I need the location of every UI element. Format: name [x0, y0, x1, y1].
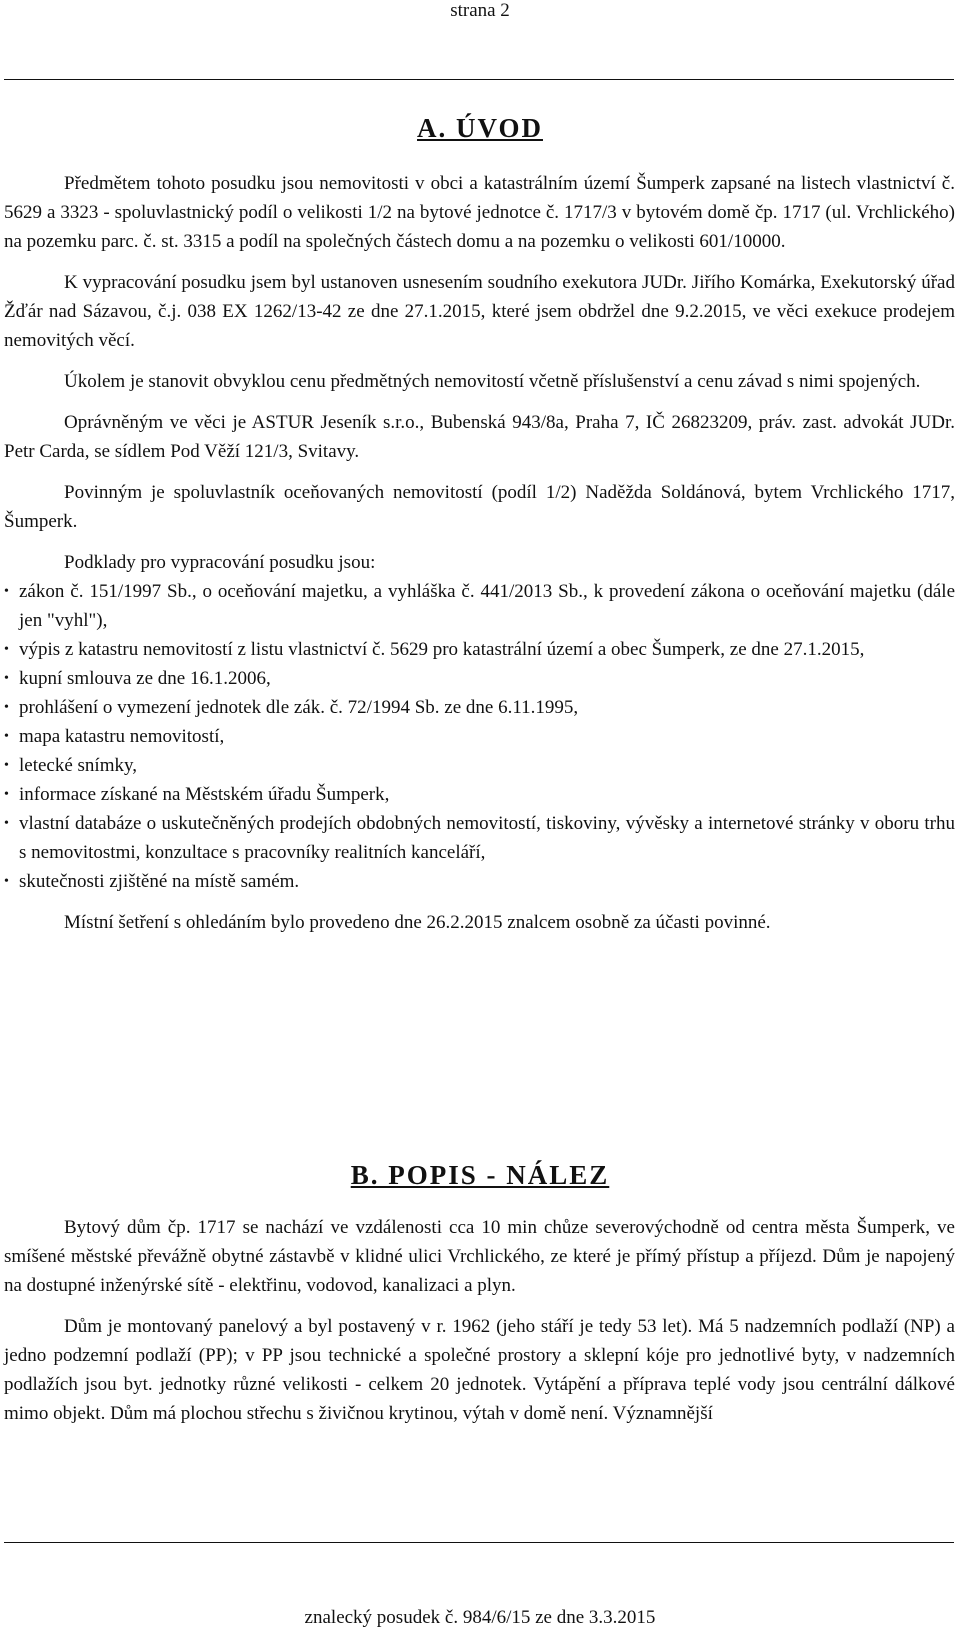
list-item: • mapa katastru nemovitostí, — [4, 722, 955, 751]
paragraph-building-description: Dům je montovaný panelový a byl postavený v r. 1962 (jeho stáří je tedy 53 let). Má 5 nadzemních podlaží (NP) a jedno podzemní podlaží (PP); v PP jsou technické a společné prostory a sklepní kóje pro jednotlivé byty, v nadzemních podlažích jsou byt. jednotky různé velikosti - celkem 20 jednotek. Vytápění a příprava teplé vody jsou centrální dálkové mimo objekt. Dům má plochou střechu s živičnou krytinou, výtah v domě není. Významnější — [4, 1316, 955, 1424]
paragraph-subject: Předmětem tohoto posudku jsou nemovitosti v obci a katastrálním území Šumperk zapsané na listech vlastnictví č. 5629 a 3323 - spoluvlastnický podíl o velikosti 1/2 na bytové jednotce č. 1717/3 v bytovém domě čp. 1717 (ul. Vrchlického) na pozemku parc. č. st. 3315 a podíl na společných částech domu a na pozemku o velikosti 601/10000. — [4, 173, 955, 252]
paragraph-entitled-party: Oprávněným ve věci je ASTUR Jeseník s.r.o., Bubenská 943/8a, Praha 7, IČ 26823209, práv. zast. advokát JUDr. Petr Carda, se sídlem Pod Věží 121/3, Svitavy. — [4, 412, 955, 462]
section-b-body — [4, 1213, 955, 1428]
sources-list — [4, 577, 955, 896]
list-item: • skutečnosti zjištěné na místě samém. — [4, 867, 955, 896]
paragraph-sources-intro: Podklady pro vypracování posudku jsou: — [64, 552, 376, 573]
list-item: • zákon č. 151/1997 Sb., o oceňování majetku, a vyhláška č. 441/2013 Sb., k provedení zákona o oceňování majetku (dále jen "vyhl"), — [4, 577, 955, 635]
header-divider — [4, 79, 954, 80]
paragraph-location: Bytový dům čp. 1717 se nachází ve vzdálenosti cca 10 min chůze severovýchodně od centra města Šumperk, ve smíšené městské převážně obytné zástavbě v klidné ulici Vrchlického, ze které je přímý přístup a příjezd. Dům je napojený na dostupné inženýrské sítě - elektřinu, vodovod, kanalizaci a plyn. — [4, 1217, 955, 1296]
paragraph-task: Úkolem je stanovit obvyklou cenu předmětných nemovitostí včetně příslušenství a cenu závad s nimi spojených. — [64, 371, 921, 392]
paragraph-obligated-party: Povinným je spoluvlastník oceňovaných nemovitostí (podíl 1/2) Naděžda Soldánová, bytem Vrchlického 1717, Šumperk. — [4, 482, 955, 532]
footer-divider — [4, 1542, 954, 1543]
page-number: strana 2 — [450, 0, 510, 21]
section-a-body — [4, 169, 955, 937]
list-item: • informace získané na Městském úřadu Šumperk, — [4, 780, 955, 809]
paragraph-appointment: K vypracování posudku jsem byl ustanoven usnesením soudního exekutora JUDr. Jiřího Komárka, Exekutorský úřad Žďár nad Sázavou, č.j. 038 EX 1262/13-42 ze dne 27.1.2015, které jsem obdržel dne 9.2.2015, ve věci exekuce prodejem nemovitých věcí. — [4, 272, 955, 351]
list-item: • prohlášení o vymezení jednotek dle zák. č. 72/1994 Sb. ze dne 6.11.1995, — [4, 693, 955, 722]
section-a-title: A. ÚVOD — [417, 113, 543, 143]
paragraph-inspection: Místní šetření s ohledáním bylo provedeno dne 26.2.2015 znalcem osobně za účasti povinné. — [64, 912, 771, 933]
report-reference: znalecký posudek č. 984/6/15 ze dne 3.3.2015 — [304, 1607, 656, 1628]
section-b-title: B. POPIS - NÁLEZ — [350, 1160, 610, 1190]
list-item: • kupní smlouva ze dne 16.1.2006, — [4, 664, 955, 693]
list-item: • výpis z katastru nemovitostí z listu vlastnictví č. 5629 pro katastrální území a obec Šumperk, ze dne 27.1.2015, — [4, 635, 955, 664]
list-item: • letecké snímky, — [4, 751, 955, 780]
list-item: • vlastní databáze o uskutečněných prodejích obdobných nemovitostí, tiskoviny, vývěsky a internetové stránky v oboru trhu s nemovitostmi, konzultace s pracovníky realitních kanceláří, — [4, 809, 955, 867]
